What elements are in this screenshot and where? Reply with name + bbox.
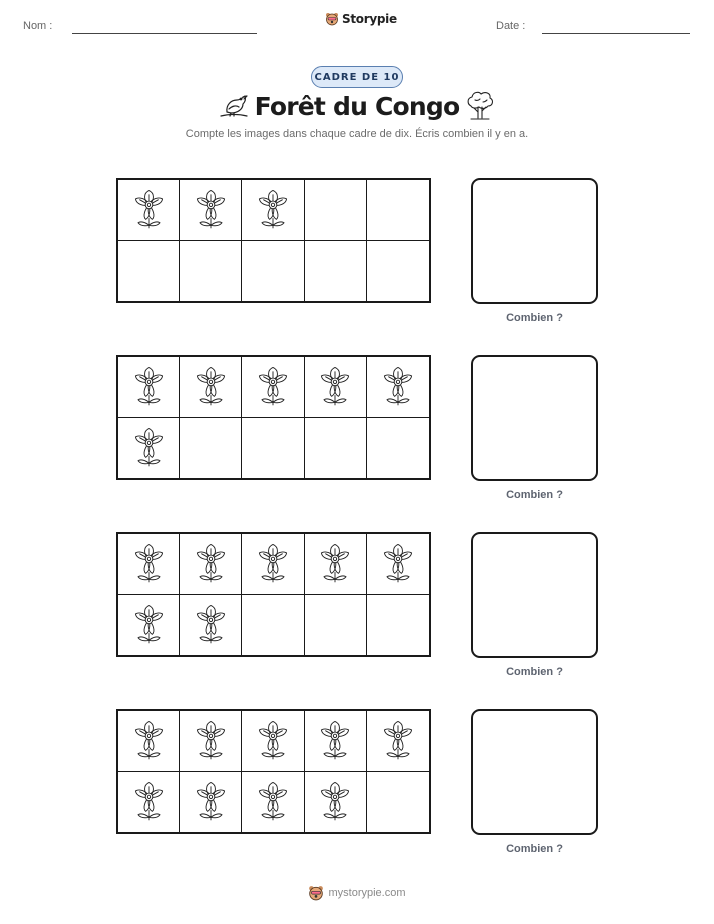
- frame-cell: [180, 241, 242, 302]
- answer-box-2[interactable]: [471, 355, 598, 481]
- frame-cell: [118, 772, 180, 833]
- flower-icon: [381, 719, 415, 763]
- flower-icon: [194, 719, 228, 763]
- frame-cell: [367, 595, 429, 656]
- instructions: Compte les images dans chaque cadre de dix. Écris combien il y en a.: [185, 128, 529, 140]
- answer-box-1[interactable]: [471, 178, 598, 304]
- date-line[interactable]: [542, 33, 690, 34]
- brand-name: Storypie: [342, 12, 397, 26]
- flower-icon: [381, 542, 415, 586]
- frame-cell: [305, 534, 367, 595]
- flower-icon: [132, 603, 166, 647]
- flower-icon: [132, 188, 166, 232]
- flower-icon: [132, 780, 166, 824]
- flower-icon: [194, 365, 228, 409]
- frame-cell: [118, 711, 180, 772]
- flower-icon: [132, 719, 166, 763]
- flower-icon: [256, 365, 290, 409]
- footer-url: mystorypie.com: [328, 887, 406, 899]
- footer: [0, 885, 714, 901]
- brand-logo: [325, 12, 397, 26]
- frame-cell: [180, 711, 242, 772]
- frame-cell: [180, 357, 242, 418]
- flower-icon: [132, 426, 166, 470]
- frame-cell: [305, 180, 367, 241]
- mascot-icon: [325, 12, 339, 26]
- answer-box-4[interactable]: [471, 709, 598, 835]
- date-label: Date :: [496, 20, 526, 32]
- page-title: Forêt du Congo: [254, 92, 460, 121]
- frame-cell: [118, 595, 180, 656]
- frame-2: [116, 355, 431, 480]
- flower-icon: [194, 542, 228, 586]
- frame-cell: [242, 418, 304, 479]
- frame-cell: [305, 711, 367, 772]
- flower-icon: [318, 719, 352, 763]
- frame-cell: [242, 357, 304, 418]
- answer-label-1: Combien ?: [506, 312, 563, 324]
- frame-cell: [305, 418, 367, 479]
- frame-cell: [118, 357, 180, 418]
- frame-cell: [367, 180, 429, 241]
- frame-cell: [180, 180, 242, 241]
- frame-cell: [305, 772, 367, 833]
- flower-icon: [132, 365, 166, 409]
- frame-cell: [242, 180, 304, 241]
- answer-box-3[interactable]: [471, 532, 598, 658]
- flower-icon: [256, 719, 290, 763]
- frame-cell: [180, 772, 242, 833]
- frame-cell: [242, 711, 304, 772]
- frame-cell: [367, 418, 429, 479]
- flower-icon: [256, 542, 290, 586]
- frame-cell: [118, 180, 180, 241]
- frame-cell: [242, 534, 304, 595]
- frame-cell: [242, 772, 304, 833]
- answer-label-4: Combien ?: [506, 843, 563, 855]
- mascot-icon: [308, 885, 324, 901]
- frame-cell: [305, 241, 367, 302]
- frame-cell: [180, 418, 242, 479]
- name-line[interactable]: [72, 33, 257, 34]
- flower-icon: [194, 780, 228, 824]
- frame-cell: [118, 241, 180, 302]
- frame-cell: [367, 357, 429, 418]
- frame-cell: [305, 595, 367, 656]
- frame-cell: [367, 772, 429, 833]
- worksheet-type-badge: CADRE DE 10: [311, 66, 403, 88]
- tree-icon: [465, 90, 495, 122]
- answer-label-3: Combien ?: [506, 666, 563, 678]
- flower-icon: [318, 780, 352, 824]
- flower-icon: [194, 603, 228, 647]
- flower-icon: [318, 365, 352, 409]
- frame-cell: [118, 418, 180, 479]
- answer-label-2: Combien ?: [506, 489, 563, 501]
- flower-icon: [381, 365, 415, 409]
- frame-cell: [180, 534, 242, 595]
- frame-cell: [180, 595, 242, 656]
- frame-4: [116, 709, 431, 834]
- frame-cell: [367, 711, 429, 772]
- flower-icon: [256, 188, 290, 232]
- frame-cell: [305, 357, 367, 418]
- frame-cell: [118, 534, 180, 595]
- frame-1: [116, 178, 431, 303]
- flower-icon: [132, 542, 166, 586]
- frame-cell: [367, 534, 429, 595]
- flower-icon: [256, 780, 290, 824]
- frame-3: [116, 532, 431, 657]
- flower-icon: [318, 542, 352, 586]
- flower-icon: [194, 188, 228, 232]
- name-label: Nom :: [23, 20, 53, 32]
- frame-cell: [367, 241, 429, 302]
- frame-cell: [242, 595, 304, 656]
- frame-cell: [242, 241, 304, 302]
